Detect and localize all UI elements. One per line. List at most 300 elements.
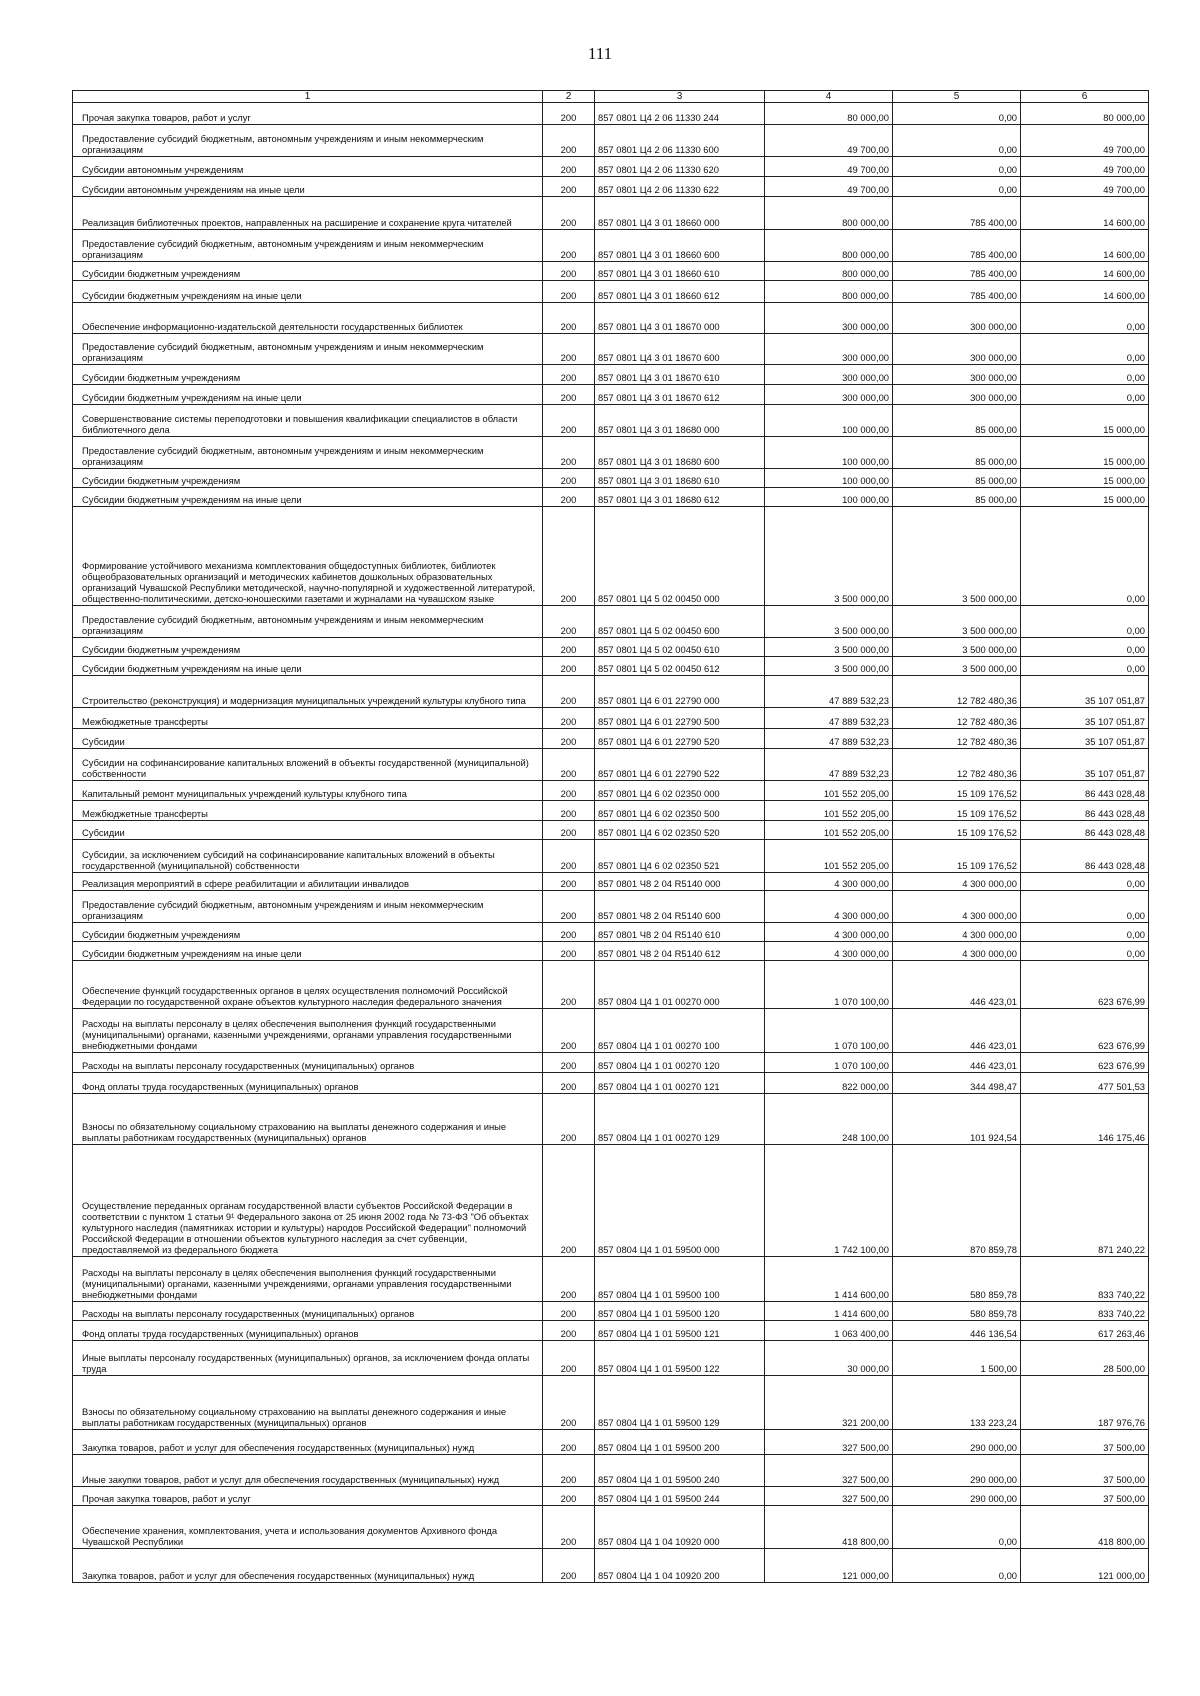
row-name-cell: [73, 657, 543, 676]
row-executed-amount-cell: 785 400,00: [893, 281, 1021, 303]
table-row: [73, 961, 1149, 1009]
row-name-text: Субсидии бюджетным учреждениям на иные цели: [82, 663, 302, 674]
row-code-cell: 200: [543, 437, 595, 469]
row-executed-amount-cell: 0,00: [893, 103, 1021, 125]
row-classification-cell: 857 0801 Ц4 3 01 18670 000: [595, 303, 765, 334]
column-header-4: 4: [765, 91, 893, 103]
row-name-cell: [73, 961, 543, 1009]
row-remaining-amount-cell: 0,00: [1021, 507, 1149, 606]
row-name-text: Межбюджетные трансферты: [82, 716, 208, 727]
row-classification-cell: 857 0804 Ц4 1 01 00270 121: [595, 1073, 765, 1094]
row-name-cell: [73, 157, 543, 177]
row-executed-amount-cell: 300 000,00: [893, 334, 1021, 365]
row-remaining-amount-cell: 14 600,00: [1021, 230, 1149, 262]
row-classification-cell: 857 0804 Ц4 1 04 10920 200: [595, 1549, 765, 1583]
row-name-text: Субсидии бюджетным учреждениям: [82, 475, 241, 486]
table-row: [73, 1073, 1149, 1094]
row-executed-amount-cell: 15 109 176,52: [893, 840, 1021, 873]
budget-execution-table: [72, 90, 1149, 1583]
row-classification-cell: 857 0804 Ц4 1 01 00270 100: [595, 1009, 765, 1053]
row-code-cell: 200: [543, 1053, 595, 1073]
row-approved-amount-cell: 3 500 000,00: [765, 606, 893, 638]
table-row: [73, 507, 1149, 606]
row-classification-cell: 857 0804 Ц4 1 01 59500 121: [595, 1321, 765, 1341]
row-remaining-amount-cell: 121 000,00: [1021, 1549, 1149, 1583]
row-approved-amount-cell: 49 700,00: [765, 157, 893, 177]
row-classification-cell: 857 0801 Ц4 3 01 18680 600: [595, 437, 765, 469]
row-remaining-amount-cell: 477 501,53: [1021, 1073, 1149, 1094]
row-remaining-amount-cell: 35 107 051,87: [1021, 676, 1149, 708]
row-name-cell: [73, 365, 543, 385]
row-name-text: Субсидии автономным учреждениям: [82, 164, 244, 175]
table-row: [73, 891, 1149, 923]
row-name-text: Субсидии: [82, 736, 125, 747]
row-approved-amount-cell: 49 700,00: [765, 177, 893, 197]
column-header-2: 2: [543, 91, 595, 103]
row-name-cell: [73, 606, 543, 638]
row-remaining-amount-cell: 35 107 051,87: [1021, 749, 1149, 781]
row-name-cell: [73, 1073, 543, 1094]
row-executed-amount-cell: 446 423,01: [893, 1009, 1021, 1053]
row-executed-amount-cell: 85 000,00: [893, 469, 1021, 488]
table-row: [73, 1430, 1149, 1455]
row-name-text: Фонд оплаты труда государственных (муниципальных) органов: [82, 1081, 359, 1092]
row-approved-amount-cell: 49 700,00: [765, 125, 893, 157]
row-code-cell: 200: [543, 230, 595, 262]
row-classification-cell: 857 0801 Ц4 3 01 18660 000: [595, 197, 765, 230]
row-classification-cell: 857 0804 Ц4 1 01 59500 000: [595, 1145, 765, 1257]
row-executed-amount-cell: 290 000,00: [893, 1430, 1021, 1455]
row-name-text: Прочая закупка товаров, работ и услуг: [82, 112, 251, 123]
row-name-text: Прочая закупка товаров, работ и услуг: [82, 1493, 251, 1504]
row-code-cell: 200: [543, 749, 595, 781]
table-row: [73, 405, 1149, 437]
row-name-text: Межбюджетные трансферты: [82, 808, 208, 819]
row-classification-cell: 857 0804 Ц4 1 04 10920 000: [595, 1506, 765, 1549]
row-classification-cell: 857 0801 Ц4 3 01 18660 600: [595, 230, 765, 262]
table-row: [73, 606, 1149, 638]
table-row: [73, 385, 1149, 405]
row-executed-amount-cell: 344 498,47: [893, 1073, 1021, 1094]
row-name-text: Строительство (реконструкция) и модернизация муниципальных учреждений культуры клубного типа: [82, 695, 526, 706]
row-executed-amount-cell: 580 859,78: [893, 1302, 1021, 1321]
row-remaining-amount-cell: 833 740,22: [1021, 1302, 1149, 1321]
row-code-cell: 200: [543, 281, 595, 303]
row-classification-cell: 857 0804 Ц4 1 01 00270 120: [595, 1053, 765, 1073]
row-classification-cell: 857 0801 Ц4 3 01 18670 610: [595, 365, 765, 385]
row-approved-amount-cell: 1 414 600,00: [765, 1302, 893, 1321]
row-name-text: Совершенствование системы переподготовки и повышения квалификации специалистов в области библиотечного дела: [82, 413, 518, 435]
row-classification-cell: 857 0804 Ц4 1 01 59500 100: [595, 1257, 765, 1302]
row-approved-amount-cell: 101 552 205,00: [765, 840, 893, 873]
row-name-cell: [73, 1487, 543, 1506]
row-name-text: Обеспечение информационно-издательской деятельности государственных библиотек: [82, 321, 463, 332]
row-remaining-amount-cell: 0,00: [1021, 638, 1149, 657]
row-approved-amount-cell: 1 414 600,00: [765, 1257, 893, 1302]
row-name-cell: [73, 197, 543, 230]
row-code-cell: 200: [543, 1257, 595, 1302]
row-name-cell: [73, 1145, 543, 1257]
row-name-cell: [73, 638, 543, 657]
row-approved-amount-cell: 321 200,00: [765, 1376, 893, 1430]
row-remaining-amount-cell: 0,00: [1021, 303, 1149, 334]
row-classification-cell: 857 0804 Ц4 1 01 00270 000: [595, 961, 765, 1009]
row-classification-cell: 857 0801 Ч8 2 04 R5140 600: [595, 891, 765, 923]
table-row: [73, 1257, 1149, 1302]
row-executed-amount-cell: 3 500 000,00: [893, 657, 1021, 676]
row-name-cell: [73, 729, 543, 749]
row-executed-amount-cell: 15 109 176,52: [893, 781, 1021, 801]
row-remaining-amount-cell: 86 443 028,48: [1021, 801, 1149, 821]
row-name-text: Фонд оплаты труда государственных (муниципальных) органов: [82, 1328, 359, 1339]
table-row: [73, 1145, 1149, 1257]
row-remaining-amount-cell: 37 500,00: [1021, 1487, 1149, 1506]
row-code-cell: 200: [543, 1430, 595, 1455]
row-name-cell: [73, 281, 543, 303]
table-row: [73, 230, 1149, 262]
row-classification-cell: 857 0801 Ц4 6 02 02350 500: [595, 801, 765, 821]
row-name-text: Взносы по обязательному социальному страхованию на выплаты денежного содержания и иные выплаты работникам государственных (муниципальных) органов: [82, 1121, 507, 1143]
row-remaining-amount-cell: 14 600,00: [1021, 197, 1149, 230]
row-classification-cell: 857 0801 Ц4 6 01 22790 500: [595, 708, 765, 729]
column-header-6: 6: [1021, 91, 1149, 103]
row-remaining-amount-cell: 0,00: [1021, 873, 1149, 891]
row-name-text: Субсидии бюджетным учреждениям: [82, 929, 241, 940]
row-approved-amount-cell: 121 000,00: [765, 1549, 893, 1583]
row-name-text: Субсидии бюджетным учреждениям на иные цели: [82, 290, 302, 301]
table-row: [73, 729, 1149, 749]
row-classification-cell: 857 0801 Ц4 5 02 00450 000: [595, 507, 765, 606]
row-name-cell: [73, 230, 543, 262]
row-classification-cell: 857 0804 Ц4 1 01 00270 129: [595, 1094, 765, 1145]
row-classification-cell: 857 0801 Ц4 3 01 18660 610: [595, 262, 765, 281]
row-code-cell: 200: [543, 197, 595, 230]
row-code-cell: 200: [543, 781, 595, 801]
row-name-text: Реализация библиотечных проектов, направленных на расширение и сохранение круга читателей: [82, 217, 512, 228]
column-header-3: 3: [595, 91, 765, 103]
table-row: [73, 1302, 1149, 1321]
row-name-cell: [73, 873, 543, 891]
row-name-text: Субсидии на софинансирование капитальных вложений в объекты государственной (муниципальной) собственности: [82, 757, 529, 779]
table-row: [73, 749, 1149, 781]
row-classification-cell: 857 0801 Ц4 6 02 02350 521: [595, 840, 765, 873]
row-remaining-amount-cell: 0,00: [1021, 365, 1149, 385]
table-row: [73, 125, 1149, 157]
row-name-text: Иные выплаты персоналу государственных (муниципальных) органов, за исключением фонда оплаты труда: [82, 1352, 530, 1374]
table-header-row: [73, 91, 1149, 103]
row-remaining-amount-cell: 37 500,00: [1021, 1455, 1149, 1487]
row-classification-cell: 857 0801 Ц4 3 01 18670 612: [595, 385, 765, 405]
row-remaining-amount-cell: 35 107 051,87: [1021, 729, 1149, 749]
table-row: [73, 1053, 1149, 1073]
row-name-text: Предоставление субсидий бюджетным, автономным учреждениям и иным некоммерческим организациям: [82, 614, 484, 636]
row-approved-amount-cell: 80 000,00: [765, 103, 893, 125]
row-approved-amount-cell: 100 000,00: [765, 405, 893, 437]
table-row: [73, 303, 1149, 334]
row-code-cell: 200: [543, 1487, 595, 1506]
row-classification-cell: 857 0801 Ц4 5 02 00450 610: [595, 638, 765, 657]
row-name-text: Субсидии: [82, 827, 125, 838]
row-name-cell: [73, 1430, 543, 1455]
row-remaining-amount-cell: 146 175,46: [1021, 1094, 1149, 1145]
row-executed-amount-cell: 4 300 000,00: [893, 923, 1021, 942]
row-executed-amount-cell: 12 782 480,36: [893, 676, 1021, 708]
row-name-text: Закупка товаров, работ и услуг для обеспечения государственных (муниципальных) нужд: [82, 1570, 475, 1581]
row-classification-cell: 857 0801 Ц4 6 01 22790 522: [595, 749, 765, 781]
row-code-cell: 200: [543, 873, 595, 891]
row-remaining-amount-cell: 15 000,00: [1021, 469, 1149, 488]
row-approved-amount-cell: 100 000,00: [765, 469, 893, 488]
table-row: [73, 821, 1149, 840]
table-row: [73, 923, 1149, 942]
row-code-cell: 200: [543, 840, 595, 873]
row-remaining-amount-cell: 0,00: [1021, 891, 1149, 923]
row-name-cell: [73, 405, 543, 437]
row-code-cell: 200: [543, 1073, 595, 1094]
table-row: [73, 1487, 1149, 1506]
row-executed-amount-cell: 85 000,00: [893, 437, 1021, 469]
row-executed-amount-cell: 4 300 000,00: [893, 873, 1021, 891]
row-approved-amount-cell: 1 063 400,00: [765, 1321, 893, 1341]
row-approved-amount-cell: 47 889 532,23: [765, 676, 893, 708]
table-row: [73, 873, 1149, 891]
table-row: [73, 1094, 1149, 1145]
row-executed-amount-cell: 0,00: [893, 177, 1021, 197]
table-row: [73, 1455, 1149, 1487]
row-executed-amount-cell: 785 400,00: [893, 230, 1021, 262]
row-name-cell: [73, 1455, 543, 1487]
table-row: [73, 1506, 1149, 1549]
row-name-text: Иные закупки товаров, работ и услуг для обеспечения государственных (муниципальных) нужд: [82, 1474, 500, 1485]
row-approved-amount-cell: 800 000,00: [765, 262, 893, 281]
table-row: [73, 197, 1149, 230]
row-approved-amount-cell: 100 000,00: [765, 488, 893, 507]
row-code-cell: 200: [543, 177, 595, 197]
row-executed-amount-cell: 133 223,24: [893, 1376, 1021, 1430]
row-remaining-amount-cell: 623 676,99: [1021, 961, 1149, 1009]
table-row: [73, 708, 1149, 729]
row-code-cell: 200: [543, 1094, 595, 1145]
row-approved-amount-cell: 47 889 532,23: [765, 729, 893, 749]
row-classification-cell: 857 0801 Ч8 2 04 R5140 610: [595, 923, 765, 942]
row-classification-cell: 857 0801 Ц4 3 01 18680 610: [595, 469, 765, 488]
row-approved-amount-cell: 4 300 000,00: [765, 873, 893, 891]
row-name-text: Реализация мероприятий в сфере реабилитации и абилитации инвалидов: [82, 878, 409, 889]
row-name-cell: [73, 1053, 543, 1073]
row-executed-amount-cell: 101 924,54: [893, 1094, 1021, 1145]
row-code-cell: 200: [543, 1549, 595, 1583]
row-remaining-amount-cell: 86 443 028,48: [1021, 821, 1149, 840]
row-classification-cell: 857 0801 Ц4 3 01 18660 612: [595, 281, 765, 303]
row-remaining-amount-cell: 14 600,00: [1021, 281, 1149, 303]
row-name-cell: [73, 708, 543, 729]
row-remaining-amount-cell: 49 700,00: [1021, 157, 1149, 177]
row-executed-amount-cell: 580 859,78: [893, 1257, 1021, 1302]
row-remaining-amount-cell: 0,00: [1021, 385, 1149, 405]
row-executed-amount-cell: 15 109 176,52: [893, 801, 1021, 821]
table-row: [73, 1009, 1149, 1053]
row-name-cell: [73, 1009, 543, 1053]
row-approved-amount-cell: 4 300 000,00: [765, 923, 893, 942]
table-row: [73, 437, 1149, 469]
row-approved-amount-cell: 800 000,00: [765, 230, 893, 262]
row-name-cell: [73, 840, 543, 873]
row-name-cell: [73, 1321, 543, 1341]
row-remaining-amount-cell: 35 107 051,87: [1021, 708, 1149, 729]
table-row: [73, 638, 1149, 657]
row-code-cell: 200: [543, 365, 595, 385]
row-code-cell: 200: [543, 891, 595, 923]
row-remaining-amount-cell: 0,00: [1021, 657, 1149, 676]
row-executed-amount-cell: 290 000,00: [893, 1455, 1021, 1487]
row-name-cell: [73, 1257, 543, 1302]
row-executed-amount-cell: 300 000,00: [893, 365, 1021, 385]
row-name-cell: [73, 334, 543, 365]
row-code-cell: 200: [543, 469, 595, 488]
table-row: [73, 1376, 1149, 1430]
row-name-text: Взносы по обязательному социальному страхованию на выплаты денежного содержания и иные выплаты работникам государственных (муниципальных) органов: [82, 1406, 507, 1428]
row-code-cell: 200: [543, 638, 595, 657]
row-remaining-amount-cell: 49 700,00: [1021, 177, 1149, 197]
table-row: [73, 781, 1149, 801]
row-name-text: Обеспечение функций государственных органов в целях осуществления полномочий Российской Федерации по государственной охране объектов культурного наследия федерального значения: [82, 985, 508, 1007]
row-approved-amount-cell: 300 000,00: [765, 365, 893, 385]
row-code-cell: 200: [543, 488, 595, 507]
row-classification-cell: 857 0804 Ц4 1 01 59500 129: [595, 1376, 765, 1430]
row-classification-cell: 857 0804 Ц4 1 01 59500 120: [595, 1302, 765, 1321]
row-name-cell: [73, 1549, 543, 1583]
row-name-text: Субсидии бюджетным учреждениям на иные цели: [82, 948, 302, 959]
row-executed-amount-cell: 0,00: [893, 157, 1021, 177]
row-classification-cell: 857 0801 Ц4 2 06 11330 620: [595, 157, 765, 177]
row-code-cell: 200: [543, 1145, 595, 1257]
table-row: [73, 281, 1149, 303]
row-approved-amount-cell: 248 100,00: [765, 1094, 893, 1145]
row-approved-amount-cell: 100 000,00: [765, 437, 893, 469]
row-code-cell: 200: [543, 821, 595, 840]
row-classification-cell: 857 0801 Ц4 2 06 11330 622: [595, 177, 765, 197]
row-code-cell: 200: [543, 657, 595, 676]
row-approved-amount-cell: 327 500,00: [765, 1487, 893, 1506]
table-row: [73, 103, 1149, 125]
row-classification-cell: 857 0801 Ц4 6 01 22790 000: [595, 676, 765, 708]
row-classification-cell: 857 0804 Ц4 1 01 59500 240: [595, 1455, 765, 1487]
row-name-cell: [73, 676, 543, 708]
row-name-cell: [73, 1302, 543, 1321]
row-approved-amount-cell: 1 070 100,00: [765, 1009, 893, 1053]
row-remaining-amount-cell: 86 443 028,48: [1021, 781, 1149, 801]
row-name-cell: [73, 801, 543, 821]
row-name-text: Расходы на выплаты персоналу государственных (муниципальных) органов: [82, 1308, 415, 1319]
row-classification-cell: 857 0801 Ц4 3 01 18680 612: [595, 488, 765, 507]
row-name-cell: [73, 437, 543, 469]
row-approved-amount-cell: 30 000,00: [765, 1341, 893, 1376]
row-code-cell: 200: [543, 729, 595, 749]
row-approved-amount-cell: 101 552 205,00: [765, 781, 893, 801]
row-code-cell: 200: [543, 1376, 595, 1430]
row-code-cell: 200: [543, 676, 595, 708]
row-code-cell: 200: [543, 262, 595, 281]
row-approved-amount-cell: 3 500 000,00: [765, 638, 893, 657]
row-remaining-amount-cell: 617 263,46: [1021, 1321, 1149, 1341]
row-classification-cell: 857 0801 Ц4 6 01 22790 520: [595, 729, 765, 749]
row-name-cell: [73, 507, 543, 606]
row-name-cell: [73, 923, 543, 942]
row-name-text: Закупка товаров, работ и услуг для обеспечения государственных (муниципальных) нужд: [82, 1442, 475, 1453]
row-remaining-amount-cell: 0,00: [1021, 334, 1149, 365]
row-name-text: Предоставление субсидий бюджетным, автономным учреждениям и иным некоммерческим организациям: [82, 341, 484, 363]
row-classification-cell: 857 0801 Ч8 2 04 R5140 000: [595, 873, 765, 891]
row-approved-amount-cell: 47 889 532,23: [765, 708, 893, 729]
row-executed-amount-cell: 290 000,00: [893, 1487, 1021, 1506]
row-code-cell: 200: [543, 606, 595, 638]
row-code-cell: 200: [543, 405, 595, 437]
row-code-cell: 200: [543, 708, 595, 729]
row-name-text: Формирование устойчивого механизма комплектования общедоступных библиотек, библиотек общеобразовательных организаций и методических кабинетов дошкольных образовательных организаций Чувашской Республики методической, научно-популярной и художественной литературой, общественно-политическими, детско-юношескими газетами и журналами на чувашском языке: [82, 560, 536, 604]
row-code-cell: 200: [543, 1321, 595, 1341]
row-name-text: Предоставление субсидий бюджетным, автономным учреждениям и иным некоммерческим организациям: [82, 445, 484, 467]
row-name-cell: [73, 821, 543, 840]
row-executed-amount-cell: 0,00: [893, 1506, 1021, 1549]
row-code-cell: 200: [543, 103, 595, 125]
row-remaining-amount-cell: 623 676,99: [1021, 1009, 1149, 1053]
row-classification-cell: 857 0801 Ц4 3 01 18680 000: [595, 405, 765, 437]
row-code-cell: 200: [543, 303, 595, 334]
table-row: [73, 801, 1149, 821]
row-classification-cell: 857 0804 Ц4 1 01 59500 122: [595, 1341, 765, 1376]
row-name-cell: [73, 303, 543, 334]
table-row: [73, 488, 1149, 507]
row-name-cell: [73, 385, 543, 405]
row-classification-cell: 857 0804 Ц4 1 01 59500 244: [595, 1487, 765, 1506]
row-classification-cell: 857 0801 Ч8 2 04 R5140 612: [595, 942, 765, 961]
row-code-cell: 200: [543, 385, 595, 405]
row-executed-amount-cell: 1 500,00: [893, 1341, 1021, 1376]
row-name-text: Субсидии бюджетным учреждениям: [82, 268, 241, 279]
row-name-cell: [73, 942, 543, 961]
row-executed-amount-cell: 446 423,01: [893, 961, 1021, 1009]
column-header-5: 5: [893, 91, 1021, 103]
row-executed-amount-cell: 12 782 480,36: [893, 708, 1021, 729]
row-approved-amount-cell: 47 889 532,23: [765, 749, 893, 781]
row-approved-amount-cell: 300 000,00: [765, 303, 893, 334]
row-code-cell: 200: [543, 1302, 595, 1321]
row-executed-amount-cell: 85 000,00: [893, 405, 1021, 437]
row-executed-amount-cell: 785 400,00: [893, 197, 1021, 230]
row-remaining-amount-cell: 14 600,00: [1021, 262, 1149, 281]
row-approved-amount-cell: 1 070 100,00: [765, 961, 893, 1009]
row-remaining-amount-cell: 49 700,00: [1021, 125, 1149, 157]
row-approved-amount-cell: 300 000,00: [765, 385, 893, 405]
row-executed-amount-cell: 3 500 000,00: [893, 606, 1021, 638]
row-name-text: Субсидии, за исключением субсидий на софинансирование капитальных вложений в объекты государственной (муниципальной) собственности: [82, 849, 495, 871]
row-executed-amount-cell: 0,00: [893, 1549, 1021, 1583]
row-remaining-amount-cell: 187 976,76: [1021, 1376, 1149, 1430]
row-code-cell: 200: [543, 125, 595, 157]
table-row: [73, 676, 1149, 708]
row-name-cell: [73, 488, 543, 507]
row-approved-amount-cell: 1 070 100,00: [765, 1053, 893, 1073]
row-code-cell: 200: [543, 334, 595, 365]
row-executed-amount-cell: 4 300 000,00: [893, 942, 1021, 961]
table-row: [73, 262, 1149, 281]
table-row: [73, 334, 1149, 365]
row-approved-amount-cell: 3 500 000,00: [765, 657, 893, 676]
row-executed-amount-cell: 3 500 000,00: [893, 638, 1021, 657]
table-row: [73, 177, 1149, 197]
page-number: 111: [587, 44, 613, 63]
row-executed-amount-cell: 300 000,00: [893, 303, 1021, 334]
